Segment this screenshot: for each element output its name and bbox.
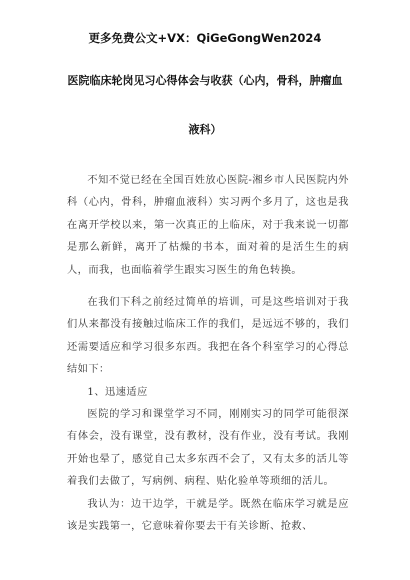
paragraph-4: 我认为：边干边学，干就是学。既然在临床学习就是应该是实践第一，它意味着你要去干有关诊断、抢救、: [67, 498, 349, 533]
document-title-line-1: 医院临床轮岗见习心得体会与收获（心内，骨科，肿瘤血: [67, 74, 343, 87]
document-title-line-2: 液科）: [188, 123, 222, 136]
paragraph-2: 在我们下科之前经过简单的培训，可是这些培训对于我们从来都没有接触过临床工作的我们，是远远不够的，我们还需要适应和学习很多东西。我把在各个科室学习的心得总结如下：: [67, 297, 349, 376]
document-header: 更多免费公文+VX：QiGeGongWen2024: [88, 31, 322, 45]
paragraph-1: 不知不觉已经在全国百姓放心医院-湘乡市人民医院内外科（心内，骨科，肿瘤血液科）实习两个多月了，这也是我在离开学校以来，第一次真正的上临床，对于我来说一切都是那么新鲜，离开了枯燥的书本，面对着的是活生生的病人，而我，也面临着学生跟实习医生的角色转换。: [67, 175, 349, 276]
paragraph-3: 医院的学习和课堂学习不同，刚刚实习的同学可能很深有体会，没有课堂，没有教材，没有作业，没有考试。我刚开始也晕了，感觉自己太多东西不会了，又有太多的活儿等着我们去做了，写病例、病程、贴化验单等琐细的活儿。: [67, 409, 349, 488]
document-body: [67, 170, 349, 539]
section-heading-1: 1、迅速适应: [87, 386, 148, 398]
